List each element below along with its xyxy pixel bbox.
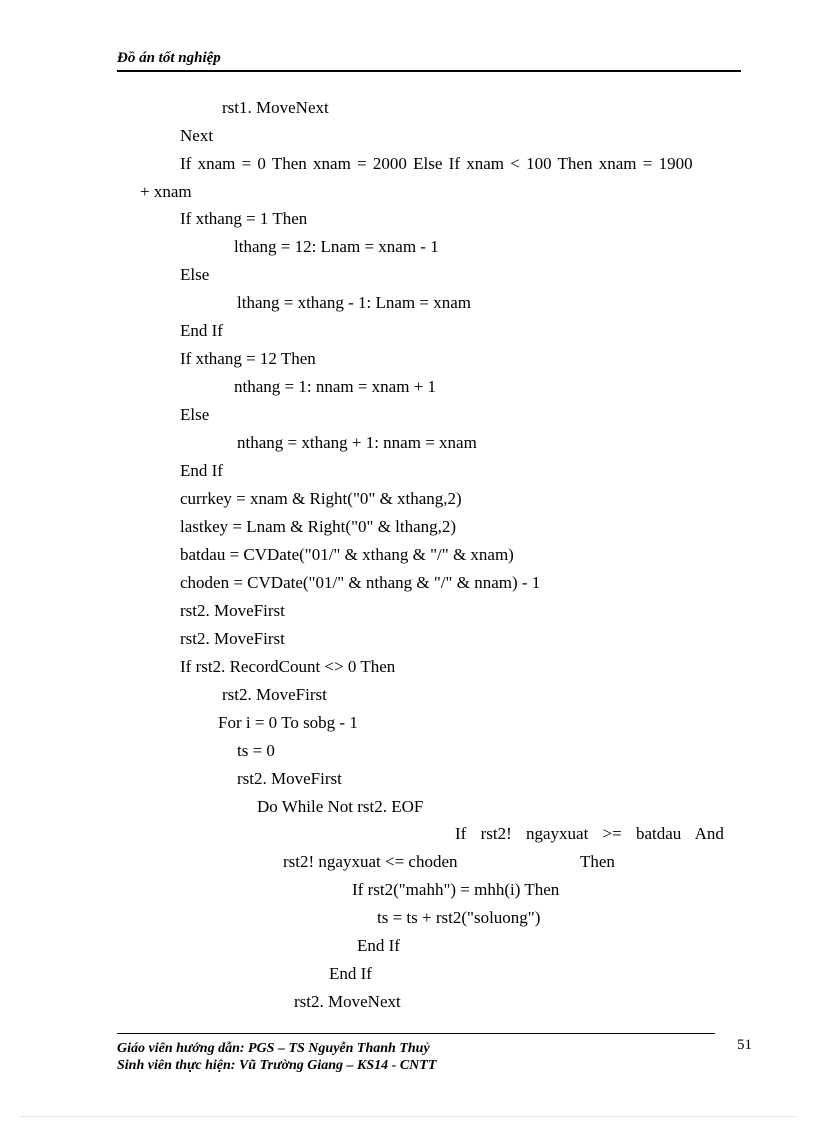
code-line: End If [180, 461, 223, 480]
code-line: batdau = CVDate("01/" & xthang & "/" & xnam) [180, 545, 514, 564]
header-title: Đồ án tốt nghiệp [117, 50, 221, 66]
code-line: lthang = 12: Lnam = xnam - 1 [234, 237, 439, 256]
code-line: If rst2("mahh") = mhh(i) Then [352, 880, 560, 899]
code-line: rst2. MoveNext [294, 992, 401, 1011]
code-line: Next [180, 126, 214, 145]
code-line: rst2! ngayxuat <= choden [283, 852, 458, 871]
code-line: End If [329, 964, 372, 983]
code-line: ts = ts + rst2("soluong") [377, 908, 541, 927]
code-line: currkey = xnam & Right("0" & xthang,2) [180, 489, 462, 508]
code-line: lthang = xthang - 1: Lnam = xnam [237, 293, 471, 312]
code-line: If xthang = 12 Then [180, 349, 316, 368]
code-line: Then [580, 852, 615, 871]
code-line: nthang = xthang + 1: nnam = xnam [237, 433, 477, 452]
code-line: rst2. MoveFirst [237, 769, 342, 788]
code-line: ts = 0 [237, 741, 275, 760]
code-line: lastkey = Lnam & Right("0" & lthang,2) [180, 517, 457, 536]
code-line: Else [180, 405, 210, 424]
footer-supervisor: Giáo viên hướng dẫn: PGS – TS Nguyễn Thanh Thuỷ [117, 1041, 430, 1056]
code-line: rst2. MoveFirst [180, 601, 285, 620]
code-line: End If [180, 321, 223, 340]
page-header [117, 48, 741, 72]
code-line: Else [180, 265, 210, 284]
page-bottom-border [20, 1116, 796, 1117]
code-line: Do While Not rst2. EOF [257, 797, 424, 816]
code-line: If rst2! ngayxuat >= batdau And [455, 824, 724, 843]
code-line: rst2. MoveFirst [180, 629, 285, 648]
code-line: For i = 0 To sobg - 1 [218, 713, 358, 732]
code-line: choden = CVDate("01/" & nthang & "/" & nnam) - 1 [180, 573, 541, 592]
code-line: If xnam = 0 Then xnam = 2000 Else If xnam < 100 Then xnam = 1900 [180, 154, 693, 173]
code-line: + xnam [140, 182, 192, 201]
footer-student: Sinh viên thực hiện: Vũ Trường Giang – KS14 - CNTT [117, 1058, 437, 1073]
code-line: rst2. MoveFirst [222, 685, 327, 704]
code-line: rst1. MoveNext [222, 98, 329, 117]
footer-divider [117, 1033, 715, 1034]
code-line: If rst2. RecordCount <> 0 Then [180, 657, 396, 676]
code-line: If xthang = 1 Then [180, 209, 308, 228]
code-line: nthang = 1: nnam = xnam + 1 [234, 377, 437, 396]
page-number: 51 [737, 1037, 752, 1053]
code-line: End If [357, 936, 400, 955]
